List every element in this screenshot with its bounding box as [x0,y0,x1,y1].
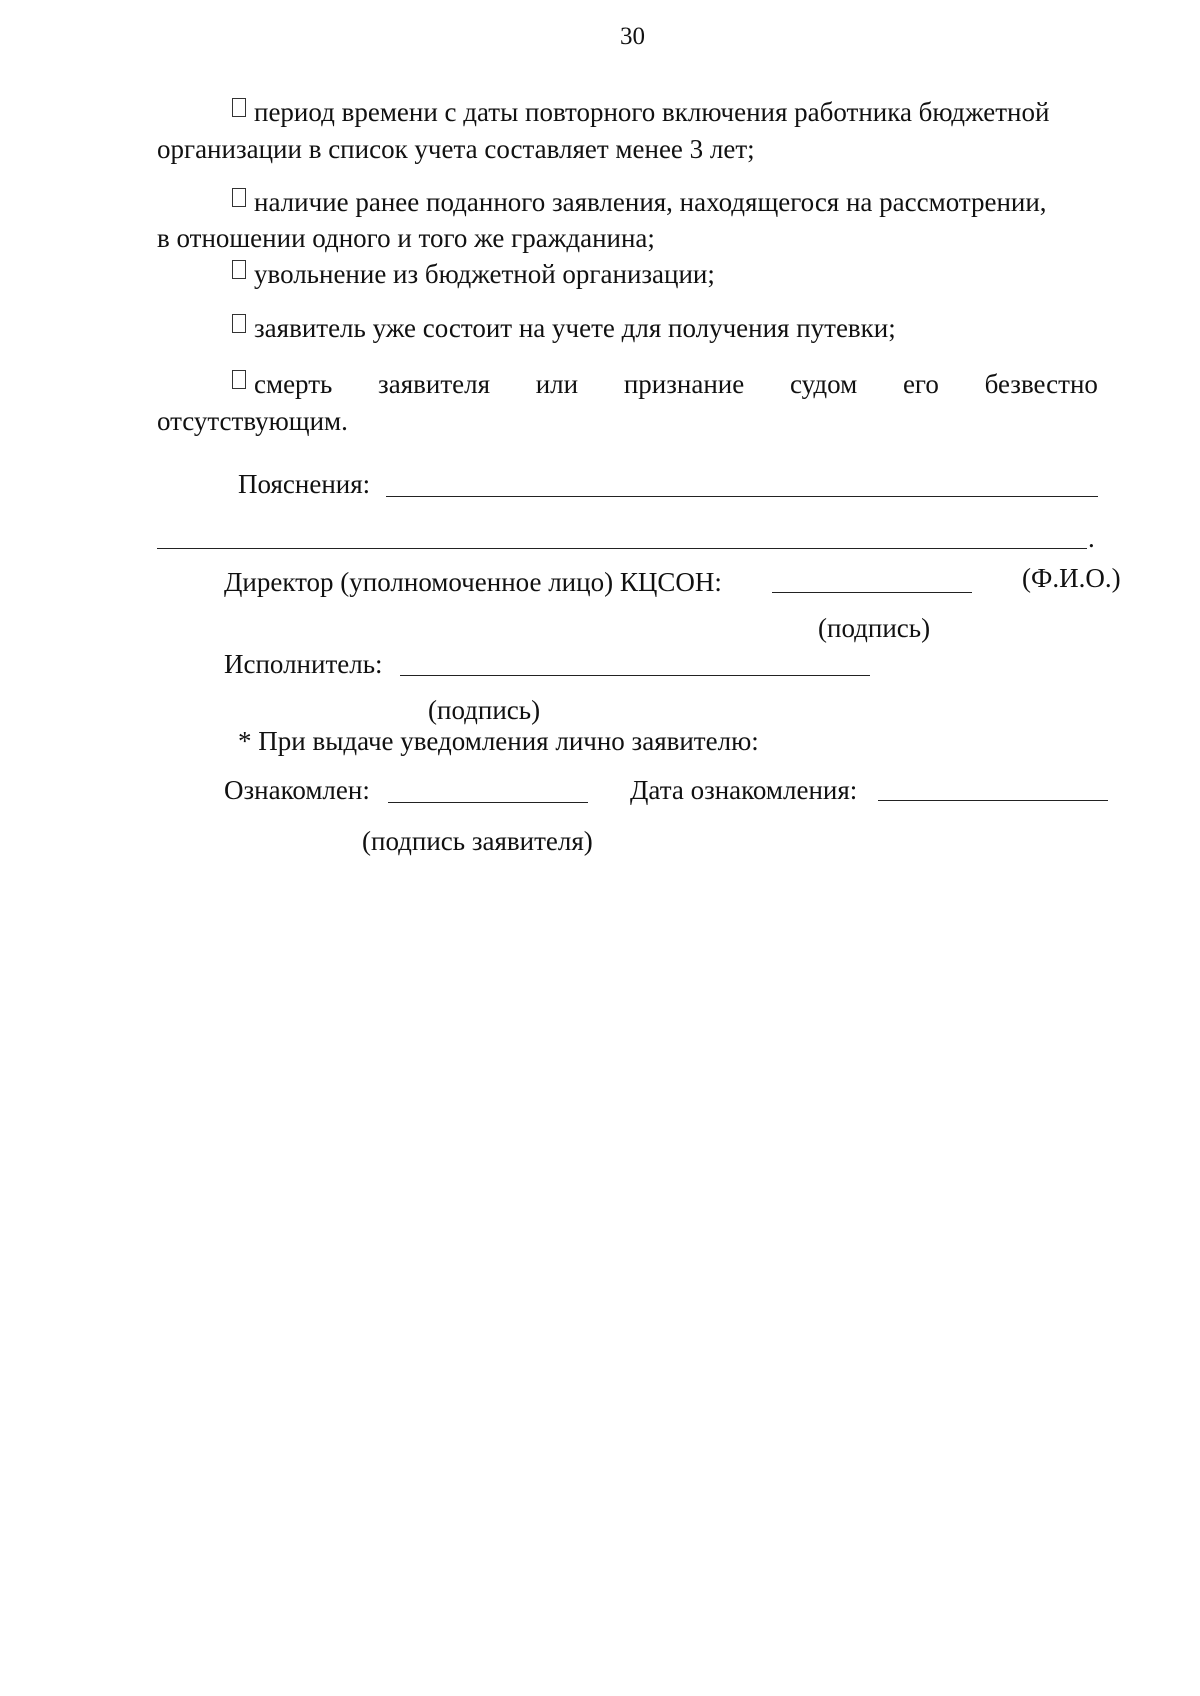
condition-2-continuation: в отношении одного и того же гражданина; [157,223,655,253]
condition-1-continuation: организации в список учета составляет менее 3 лет; [157,134,755,164]
condition-1-text: период времени с даты повторного включения работника бюджетной [254,97,1050,127]
executor-signature-caption: (подпись) [428,695,541,725]
checkbox-icon[interactable] [232,188,246,207]
checkbox-icon[interactable] [232,314,246,333]
condition-2-text: наличие ранее поданного заявления, находящегося на рассмотрении, [254,187,1047,217]
acquainted-signature-caption: (подпись заявителя) [362,826,593,856]
condition-5-word-6: его [902,369,939,399]
acquainted-date-label: Дата ознакомления: [630,775,858,805]
acquainted-label: Ознакомлен: [224,775,370,805]
condition-4-text: заявитель уже состоит на учете для получения путевки; [254,313,896,343]
director-fio: (Ф.И.О.) [1022,563,1121,593]
director-label: Директор (уполномоченное лицо) КЦСОН: [224,567,722,597]
condition-4 [232,312,896,344]
condition-3-text: увольнение из бюджетной организации; [254,259,715,289]
executor-signature-line[interactable] [400,675,870,676]
condition-5-word-4: признание [623,369,745,399]
director-signature-caption: (подпись) [818,613,931,643]
delivery-note: * При выдаче уведомления лично заявителю: [238,726,759,756]
explanations-end-mark: . [1088,523,1095,553]
condition-5-word-1: смерть [232,368,332,400]
explanations-line-2[interactable] [157,548,1087,549]
explanations-label: Пояснения: [238,469,371,499]
acquainted-signature-line[interactable] [388,802,588,803]
checkbox-icon[interactable] [232,98,246,117]
condition-5-word-5: судом [789,369,858,399]
director-signature-line[interactable] [772,592,972,593]
executor-label: Исполнитель: [224,649,383,679]
condition-1-first-line [232,96,1049,128]
condition-5-continuation: отсутствующим. [157,406,348,436]
condition-2-first-line [232,186,1047,218]
explanations-line-1[interactable] [386,496,1098,497]
acquainted-date-line[interactable] [878,800,1108,801]
checkbox-icon[interactable] [232,370,246,389]
page-number: 30 [620,23,645,50]
condition-5-word-7: безвестно [984,369,1098,399]
checkbox-icon[interactable] [232,260,246,279]
condition-5-word-3: или [535,369,579,399]
condition-3 [232,258,715,290]
condition-5-word-2: заявителя [378,369,490,399]
condition-5-first-line [232,368,1098,400]
